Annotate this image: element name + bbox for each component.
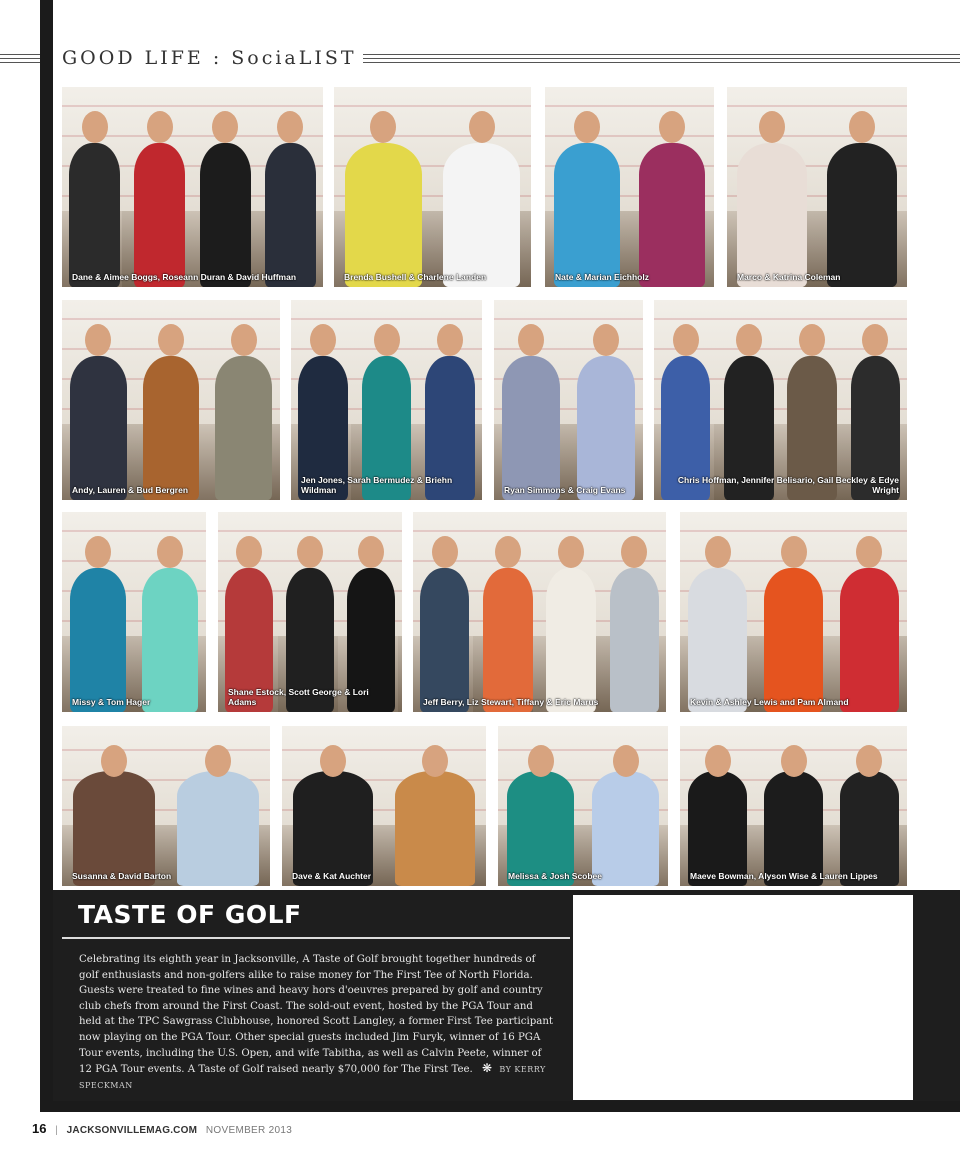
photo-caption: Dave & Kat Auchter — [292, 871, 372, 881]
person-head — [432, 536, 458, 568]
person-figure — [840, 771, 899, 886]
header-rule-left-2 — [0, 58, 40, 59]
photo-caption: Missy & Tom Hager — [72, 697, 151, 707]
person-figure — [70, 568, 126, 712]
person-head — [593, 324, 619, 356]
person-head — [374, 324, 400, 356]
header-rule-right-3 — [346, 62, 960, 63]
header-rule-left-3 — [0, 62, 40, 63]
photo-caption: Melissa & Josh Scobee — [508, 871, 603, 881]
person-figure — [483, 568, 532, 712]
event-photo — [680, 512, 907, 712]
event-photo — [654, 300, 907, 500]
photo-caption: Dane & Aimee Boggs, Roseann Duran & David Huffman — [72, 272, 297, 282]
person-head — [705, 745, 731, 777]
article-body — [79, 952, 557, 1093]
person-figure — [764, 568, 823, 712]
person-head — [205, 745, 231, 777]
person-head — [82, 111, 108, 143]
event-photo — [62, 300, 280, 500]
person-figure — [764, 771, 823, 886]
person-head — [781, 745, 807, 777]
person-head — [437, 324, 463, 356]
person-figure — [737, 143, 807, 287]
person-head — [659, 111, 685, 143]
person-figure — [70, 356, 127, 500]
footer-issue-date: NOVEMBER 2013 — [205, 1125, 293, 1136]
article-text: Celebrating its eighth year in Jacksonville, A Taste of Golf brought together hundreds of golf enthusiasts and non-golfers alike to raise money for The First Tee of North Florida. Guests were treated to fine wines and heavy hors d'oeuvres prepared by golf and country club chefs from around the First Coast. The sold-out event, hosted by the PGA Tour and held at the TPC Sawgrass Clubhouse, honored Scott Langley, a former First Tee participant now playing on the PGA Tour. Other special guests included Jim Furyk, winner of 16 PGA Tour events, including the U.S. Open, and wife Tabitha, as well as Calvin Peete, winner of 12 PGA Tour events. A Taste of Golf raised nearly $70,000 for The First Tee. — [79, 954, 554, 1076]
event-photo — [62, 512, 206, 712]
person-figure — [610, 568, 659, 712]
person-head — [231, 324, 257, 356]
person-figure — [134, 143, 185, 287]
person-head — [469, 111, 495, 143]
event-photo — [282, 726, 486, 886]
photo-caption: Marco & Katrina Coleman — [737, 272, 841, 282]
person-figure — [142, 568, 198, 712]
photo-caption: Brenda Bushell & Charlene Landen — [344, 272, 487, 282]
person-head — [297, 536, 323, 568]
person-figure — [554, 143, 620, 287]
person-figure — [177, 771, 258, 886]
person-figure — [73, 771, 154, 886]
person-figure — [265, 143, 316, 287]
article-title-rule — [62, 937, 570, 939]
footer-site-url: JACKSONVILLEMAG.COM — [66, 1125, 198, 1136]
person-head — [310, 324, 336, 356]
person-head — [212, 111, 238, 143]
person-figure — [143, 356, 200, 500]
person-head — [558, 536, 584, 568]
person-figure — [840, 568, 899, 712]
person-head — [101, 745, 127, 777]
event-photo — [545, 87, 714, 287]
event-photo — [498, 726, 668, 886]
person-figure — [577, 356, 635, 500]
person-head — [495, 536, 521, 568]
person-head — [236, 536, 262, 568]
event-photo — [218, 512, 402, 712]
photo-caption: Chris Hoffman, Jennifer Belisario, Gail Beckley & Edye Wright — [677, 475, 899, 495]
person-head — [799, 324, 825, 356]
page-number: 16 — [32, 1121, 47, 1136]
person-figure — [345, 143, 422, 287]
photo-caption: Jeff Berry, Liz Stewart, Tiffany & Eric Marus — [423, 697, 599, 707]
person-head — [422, 745, 448, 777]
person-figure — [69, 143, 120, 287]
article-byline: BY KERRY SPECKMAN — [79, 1065, 546, 1090]
person-figure — [420, 568, 469, 712]
person-head — [736, 324, 762, 356]
person-figure — [592, 771, 658, 886]
photo-caption: Shane Estock, Scott George & Lori Adams — [228, 687, 369, 707]
photo-caption: Ryan Simmons & Craig Evans — [504, 485, 626, 495]
feature-photo-frame — [573, 895, 913, 1100]
event-photo — [494, 300, 643, 500]
photo-caption: Kevin & Ashley Lewis and Pam Almand — [690, 697, 849, 707]
person-head — [528, 745, 554, 777]
person-figure — [688, 568, 747, 712]
header-rule-right-2 — [346, 58, 960, 59]
event-photo — [62, 726, 270, 886]
person-figure — [215, 356, 272, 500]
page-footer — [32, 1121, 292, 1136]
person-head — [85, 536, 111, 568]
photo-caption: Maeve Bowman, Alyson Wise & Lauren Lippes — [690, 871, 878, 881]
person-figure — [827, 143, 897, 287]
person-head — [157, 536, 183, 568]
photo-caption: Jen Jones, Sarah Bermudez & Briehn Wildman — [301, 475, 453, 495]
person-figure — [200, 143, 251, 287]
person-head — [759, 111, 785, 143]
person-head — [856, 536, 882, 568]
event-photo — [727, 87, 907, 287]
header-rule-right-1 — [346, 54, 960, 55]
header-rule-left-1 — [0, 54, 40, 55]
footer-separator: | — [55, 1125, 58, 1136]
end-mark-icon: ❋ — [482, 1061, 493, 1076]
person-head — [849, 111, 875, 143]
event-photo — [62, 87, 323, 287]
person-figure — [546, 568, 595, 712]
person-figure — [502, 356, 560, 500]
person-figure — [688, 771, 747, 886]
event-photo — [334, 87, 531, 287]
section-title: GOOD LIFE : SociaLIST — [62, 47, 363, 69]
event-photo — [680, 726, 907, 886]
event-photo — [413, 512, 666, 712]
person-head — [673, 324, 699, 356]
person-figure — [639, 143, 705, 287]
event-photo — [291, 300, 482, 500]
photo-caption: Nate & Marian Eichholz — [555, 272, 649, 282]
photo-caption: Susanna & David Barton — [72, 871, 172, 881]
person-head — [613, 745, 639, 777]
bottom-bar — [53, 1101, 960, 1112]
page-spine-bar — [40, 0, 53, 1112]
article-title: TASTE OF GOLF — [78, 900, 302, 929]
person-head — [705, 536, 731, 568]
photo-caption: Andy, Lauren & Bud Bergren — [72, 485, 189, 495]
person-head — [320, 745, 346, 777]
person-figure — [293, 771, 373, 886]
person-figure — [443, 143, 520, 287]
person-head — [781, 536, 807, 568]
person-figure — [507, 771, 573, 886]
person-head — [147, 111, 173, 143]
person-head — [158, 324, 184, 356]
person-figure — [395, 771, 475, 886]
